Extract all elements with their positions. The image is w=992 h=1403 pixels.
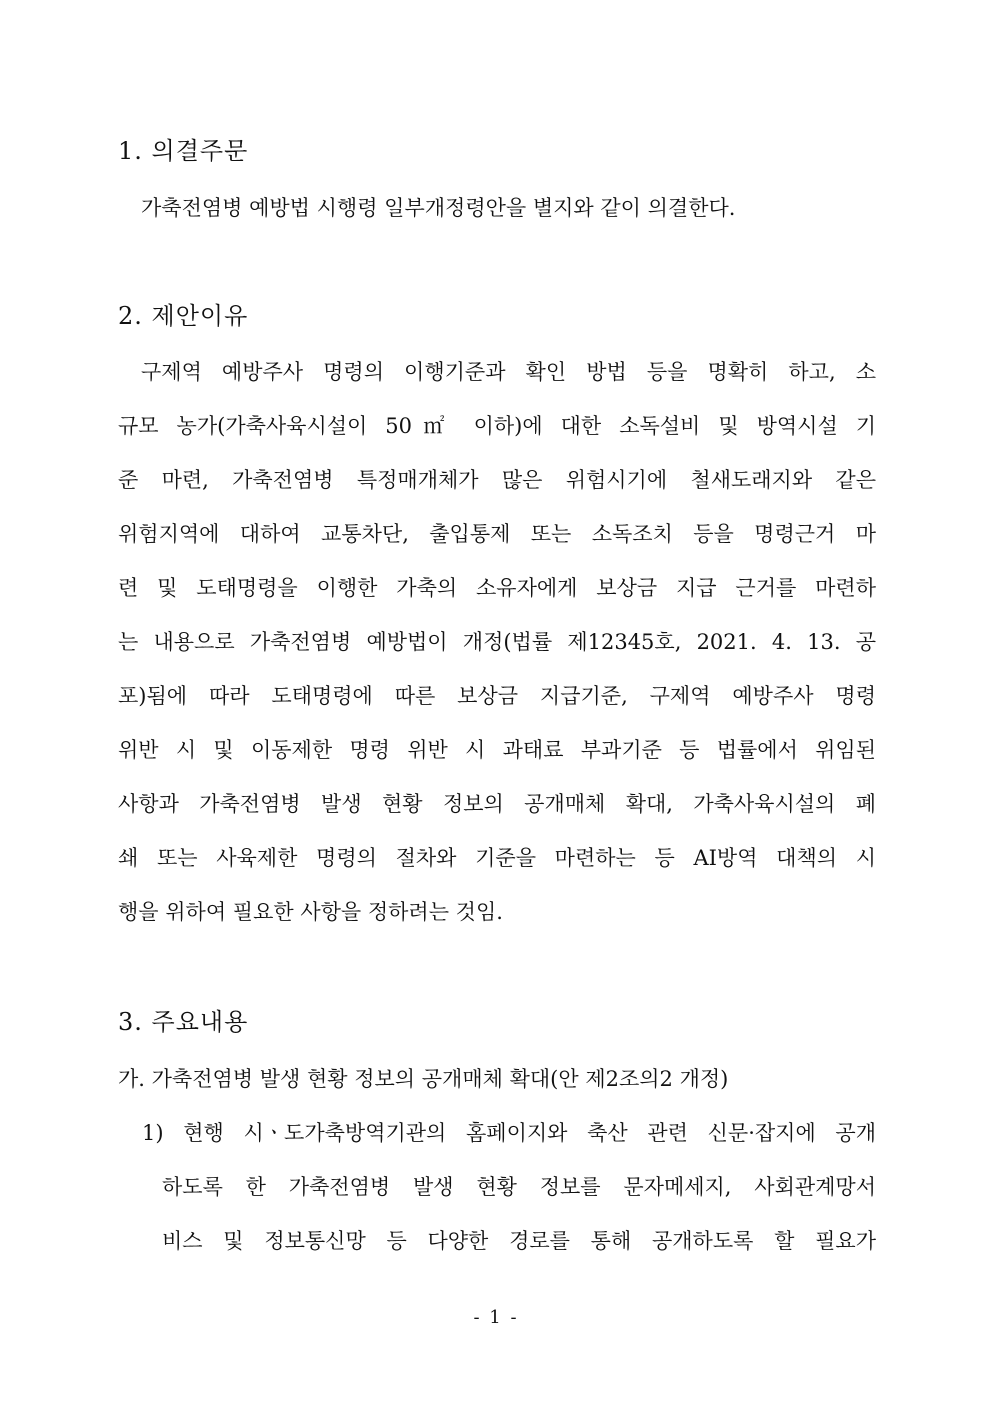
section2-heading: 2. 제안이유 — [118, 302, 249, 330]
section3-heading: 3. 주요내용 — [118, 1008, 249, 1036]
section1-heading: 1. 의결주문 — [118, 137, 249, 165]
item-line: 1) 현행 시ㆍ도가축방역기관의 홈페이지와 축산 관련 신문·잡지에 공개 — [142, 1121, 876, 1145]
paragraph-line: 구제역 예방주사 명령의 이행기준과 확인 방법 등을 명확히 하고, 소 — [141, 360, 876, 384]
section1-text: 가축전염병 예방법 시행령 일부개정령안을 별지와 같이 의결한다. — [141, 196, 736, 220]
paragraph-line: 쇄 또는 사육제한 명령의 절차와 기준을 마련하는 등 AI방역 대책의 시 — [118, 846, 876, 870]
paragraph-line: 련 및 도태명령을 이행한 가축의 소유자에게 보상금 지급 근거를 마련하 — [118, 576, 876, 600]
paragraph-line: 행을 위하여 필요한 사항을 정하려는 것임. — [118, 900, 503, 924]
paragraph-line: 포)됨에 따라 도태명령에 따른 보상금 지급기준, 구제역 예방주사 명령 — [118, 684, 876, 708]
page-number: - 1 - — [473, 1307, 519, 1328]
item-line: 하도록 한 가축전염병 발생 현황 정보를 문자메세지, 사회관계망서 — [162, 1175, 876, 1199]
paragraph-line: 는 내용으로 가축전염병 예방법이 개정(법률 제12345호, 2021. 4. 13. 공 — [118, 630, 876, 654]
paragraph-line: 준 마련, 가축전염병 특정매개체가 많은 위험시기에 철새도래지와 같은 — [118, 468, 876, 492]
paragraph-line: 위반 시 및 이동제한 명령 위반 시 과태료 부과기준 등 법률에서 위임된 — [118, 738, 876, 762]
item-line: 비스 및 정보통신망 등 다양한 경로를 통해 공개하도록 할 필요가 — [162, 1229, 876, 1253]
section3-subheading: 가. 가축전염병 발생 현황 정보의 공개매체 확대(안 제2조의2 개정) — [118, 1067, 729, 1091]
paragraph-line: 규모 농가(가축사육시설이 50㎡ 이하)에 대한 소독설비 및 방역시설 기 — [118, 414, 876, 438]
paragraph-line: 위험지역에 대하여 교통차단, 출입통제 또는 소독조치 등을 명령근거 마 — [118, 522, 876, 546]
paragraph-line: 사항과 가축전염병 발생 현황 정보의 공개매체 확대, 가축사육시설의 폐 — [118, 792, 876, 816]
